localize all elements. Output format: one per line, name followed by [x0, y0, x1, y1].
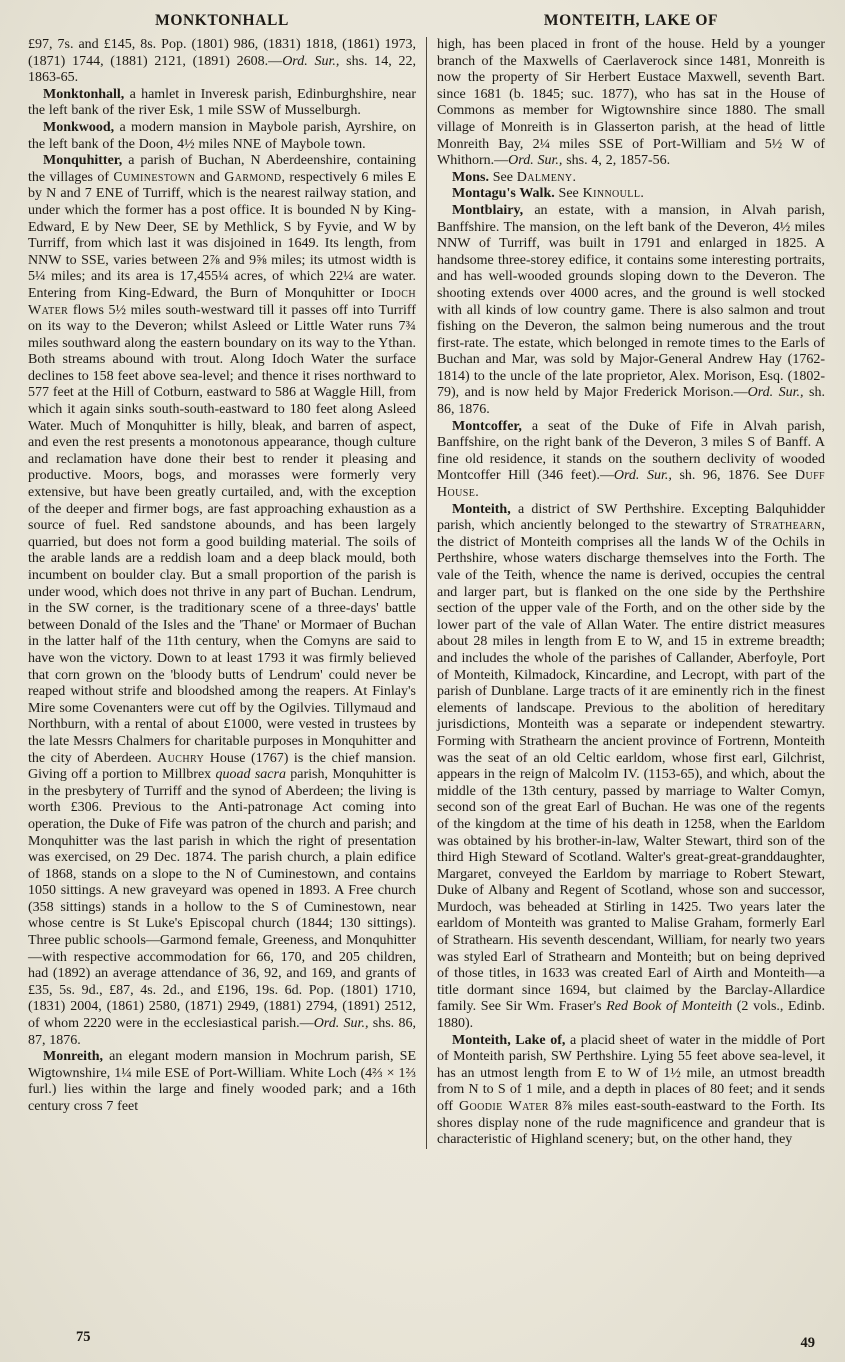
- text-columns: [28, 37, 825, 1149]
- running-head-right: MONTEITH, LAKE OF: [543, 12, 719, 29]
- entry-name: Monteith, Lake of,: [452, 1032, 566, 1048]
- text-segment: Duff House: [437, 468, 825, 501]
- running-head-left: MONKTONHALL: [155, 12, 289, 29]
- text-segment: a placid sheet of water in the middle of Port of Monteith parish, SW Perthshire. Lying 55 feet above sea-level, it has an utmost length from E to W of 1½ mile, an utmost breadth from N to S of 1 mile, and a depth in places of 80 feet; and it sends off: [437, 1032, 825, 1114]
- text-segment: .: [475, 485, 479, 501]
- text-segment: £97, 7s. and £145, 8s. Pop. (1801) 986, (1831) 1818, (1861) 1973, (1871) 1744, (1881) 2121, (1891) 2608.—: [28, 37, 416, 69]
- entry-paragraph: [28, 87, 416, 120]
- text-segment: an elegant modern mansion in Mochrum parish, SE Wigtownshire, 1¼ mile ESE of Port-William. White Loch (4⅔ × 1⅔ furl.) lies within the large and finely wooded park; and a 16th century cross 7 feet: [28, 1049, 416, 1114]
- text-segment: Ord. Sur.,: [508, 153, 563, 169]
- text-segment: .: [572, 169, 576, 185]
- entry-paragraph: [437, 186, 825, 203]
- page-number-right: 49: [800, 1335, 815, 1351]
- text-segment: (2 vols., Edinb. 1880).: [437, 999, 825, 1032]
- text-segment: and: [195, 169, 225, 185]
- text-segment: Ord. Sur.,: [282, 53, 340, 69]
- left-column: [28, 37, 416, 1149]
- text-segment: sh. 86, 1876.: [437, 385, 825, 418]
- text-segment: an estate, with a mansion, in Alvah parish, Banffshire. The mansion, on the left bank of the Deveron, 4½ miles NNW of Turriff, was built in 1791 and enlarged in 1825. A handsome three-storey edifice, it contains some interesting portraits, and has well-wooded grounds sloping down to the Deveron. The shooting extends over 4000 acres, and the ground is well stocked with all kinds of low country game. There is also salmon and trout fishing on the Deveron, the salmon being numerous and the trout first-rate. The estate, which belonged in remote times to the Earls of Buchan and Mar, was sold by Major-General Andrew Hay (1762-1814) to the uncle of the late proprietor, Alex. Morison, Esq. (1802-79), and is now held by Major Frederick Morison.—: [437, 202, 825, 401]
- entry-name: Monkwood,: [43, 119, 115, 135]
- entry-paragraph: [437, 502, 825, 1033]
- entry-paragraph: [437, 419, 825, 502]
- entry-paragraph: [437, 37, 825, 170]
- text-segment: Garmond: [224, 169, 282, 185]
- text-segment: a parish of Buchan, N Aberdeenshire, containing the villages of: [28, 153, 416, 185]
- text-segment: See: [488, 169, 517, 185]
- page-number-left: 75: [76, 1329, 91, 1345]
- text-segment: , the district of Monteith comprises all the lands W of the Ochils in Perthshire, whose waters discharge themselves into the Forth. The vale of the Teith, whence the name is derived, occupies the central and larger part, but is flanked on the one side by the Perthshire section of the upper vale of the Forth, and on the other side by the lower part of the vale of Allan Water. The entire district measures about 28 miles in length from E to W, and 15 in extreme breadth; and includes the whole of the parishes of Callander, Aberfoyle, Port of Monteith, Kilmadock, Kincardine, and Lecropt, with part of the parish of Dunblane. Large tracts of it are eminently rich in the finest elements of landscape. Previous to the abolition of hereditary jurisdictions, Monteith was a separate or independent stewartry. Forming with Strathearn the ancient province of Fortrenn, Monteith was the seat of an old Celtic earldom, whose first earl, Gilchrist, appears in the reign of Malcolm IV. (1153-65), and which, about the middle of the 13th century, passed by marriage to Walter Comyn, second son of the great Earl of Buchan. He was one of the regents of the kingdom at the time of his death in 1258, when the Earldom was obtained by his brother-in-law, Walter Stewart, third son of the third High Steward of Scotland. Walter's great-great-granddaughter, Margaret, conveyed the Earldom by marriage to Robert Stewart, Duke of Albany and Regent of Scotland, whose son and successor, Murdoch, was beheaded at Stirling in 1425. Two years later the earldom of Monteith was granted to Malise Graham, formerly Earl of Strathearn. His seventh descendant, William, for nearly two years was styled Earl of Strathearn and Monteith; but on being deprived of those titles, in 1633 was created Earl of Airth and Monteith—a title dormant since 1694, but claimed by the Barclay-Allardice family. See Sir Wm. Fraser's: [437, 518, 825, 1015]
- entry-paragraph: [28, 153, 416, 1049]
- text-segment: shs. 4, 2, 1857-56.: [562, 153, 671, 169]
- text-segment: Kinnoull: [582, 186, 641, 202]
- text-segment: a district of SW Perthshire. Excepting Balquhidder parish, which anciently belonged to the stewartry of: [437, 501, 825, 534]
- text-segment: .: [640, 186, 644, 202]
- entry-name: Monreith,: [43, 1049, 104, 1065]
- entry-paragraph: [28, 1049, 416, 1115]
- text-segment: a seat of the Duke of Fife in Alvah parish, Banffshire, on the right bank of the Deveron, 3 miles S of Banff. A fine old residence, it stands on the southern declivity of wooded Montcoffer Hill (346 feet).—: [437, 418, 825, 484]
- entry-name: Montblairy,: [452, 202, 524, 218]
- text-segment: Idoch Water: [28, 285, 416, 318]
- entry-name: Monquhitter,: [43, 153, 123, 169]
- text-segment: Strathearn: [750, 518, 822, 534]
- entry-name: Monteith,: [452, 501, 511, 517]
- entry-paragraph: [28, 120, 416, 153]
- text-segment: shs. 14, 22, 1863-65.: [28, 53, 416, 86]
- entry-name: Montcoffer,: [452, 418, 522, 434]
- text-segment: See: [554, 186, 583, 202]
- text-segment: a hamlet in Inveresk parish, Edinburghshire, near the left bank of the river Esk, 1 mile SSW of Musselburgh.: [28, 86, 416, 119]
- text-segment: Goodie Water: [458, 1099, 549, 1114]
- text-segment: Ord. Sur.,: [613, 468, 672, 484]
- text-segment: parish, Monquhitter is in the presbytery of Turriff and the synod of Aberdeen; the living is worth £306. Previous to the Anti-patronage Act coming into operation, the Duke of Fife was patron of the church and parish; and Monquhitter was the last parish in which the right of presentation was exercised, on 29 Dec. 1874. The parish church, a plain edifice of 1868, stands on a slope to the N of Cuminestown, and contains 1050 sittings. A new graveyard was opened in 1893. A Free church (358 sittings) stands in a hollow to the S of Cuminestown, near whose centre is St Luke's Episcopal church (1844; 130 sittings). Three public schools—Garmond female, Greeness, and Monquhitter—with respective accommodation for 66, 170, and 205 children, had (1892) an average attendance of 36, 92, and 169, and grants of £35, 5s. 9d., £87, 4s. 2d., and £196, 19s. 6d. Pop. (1801) 1710, (1831) 2004, (1861) 2580, (1871) 2949, (1881) 2794, (1891) 2512, of whom 2220 were in the ecclesiastical parish.—: [28, 767, 416, 1032]
- text-segment: quoad sacra: [215, 767, 286, 783]
- text-segment: Red Book of Monteith: [606, 999, 733, 1015]
- text-segment: Ord. Sur.,: [747, 385, 804, 401]
- text-segment: House (1767) is the chief mansion. Giving off a portion to Millbrex: [28, 750, 416, 783]
- entry-paragraph: [437, 1033, 825, 1149]
- text-segment: 8⅞ miles east-south-eastward to the Forth. Its shores display none of the rude magnificence and grandeur that is characteristic of Highland scenery; but, on the other hand, they: [437, 1099, 825, 1148]
- running-head: [28, 12, 825, 30]
- text-segment: flows 5½ miles south-westward till it passes off into Turriff on its way to the Deveron; whilst Asleed or Little Water runs 7¾ miles southward along the eastern boundary on its way to the Ythan. Both streams abound with trout. Along Idoch Water the surface declines to 158 feet above sea-level; and thence it rises northward to 577 feet at the Hill of Cotburn, eastward to 586 at Waggle Hill, from which it again sinks south-south-eastward to 180 feet along Asleed Water. Much of Monquhitter is hilly, bleak, and barren of aspect, and even the rest presents a monotonous appearance, though culture and reclamation have done their best to render it pleasing and productive. Moors, bogs, and morasses were formerly very extensive, but have been greatly curtailed, and, with the exception of the deeper and firmer bogs, are fast approaching exhaustion as a source of fuel. Red sandstone abounds, and has been largely quarried, but does not form a good building material. The soils of the arable lands are a reddish loam and a deep black mould, both incumbent on boulder clay. But a small proportion of the parish is under wood, which does not thrive in any part of Buchan. Lendrum, in the SW corner, is the traditionary scene of a three-days' battle between Donald of the Isles and the 'Thane' or Mormaer of Buchan in the latter half of the 11th century, when the Comyns are said to have won the victory. Down to at least 1793 it was firmly believed that corn grown on the 'bloody butts of Lendrum' could never be reaped without strife and bloodshed among the reapers. At Finlay's Mire some Covenanters were cut off by the Ogilvies. Tillymaud and Northburn, with a rental of about £1000, were vested in trustees by the late Messrs Chalmers for charitable purposes in Monquhitter and the city of Aberdeen.: [28, 302, 416, 766]
- text-segment: high, has been placed in front of the house. Held by a younger branch of the Maxwells of Caerlaverock since 1481, Monreith is now the property of Sir Herbert Eustace Maxwell, seventh Bart. since 1681 (b. 1845; suc. 1877), who has sat in the House of Commons as member for Wigtownshire since 1880. The small village of Monreith is in Glasserton parish, at the head of little Monreith Bay, 2¼ miles SSE of Port-William and 5½ W of Whithorn.—: [437, 37, 825, 169]
- entry-name: Montagu's Walk.: [452, 186, 555, 202]
- text-segment: a modern mansion in Maybole parish, Ayrshire, on the left bank of the Doon, 4½ miles NNE of Maybole town.: [28, 119, 416, 152]
- entry-name: Monktonhall,: [43, 86, 125, 102]
- entry-paragraph: [28, 37, 416, 87]
- text-segment: Dalmeny: [516, 169, 573, 185]
- text-segment: Auchry: [157, 750, 205, 766]
- text-segment: Ord. Sur.,: [313, 1016, 369, 1032]
- text-segment: Cuminestown: [113, 169, 196, 185]
- right-column: [437, 37, 825, 1149]
- entry-name: Mons.: [452, 169, 489, 185]
- column-divider-rule: [426, 37, 427, 1149]
- text-segment: shs. 86, 87, 1876.: [28, 1016, 416, 1048]
- text-segment: sh. 96, 1876. See: [671, 468, 795, 484]
- text-segment: , respectively 6 miles E by N and 7 ENE of Turriff, which is the nearest railway station, and under which the former has a post office. It is bounded N by King-Edward, E by New Deer, SE by Methlick, S by Fyvie, and W by Turriff, from which last it was disjoined in 1649. Its length, from NNW to SSE, varies between 2⅞ and 9⅝ miles; its utmost width is 5¼ miles; and its area is 17,455¼ acres, of which 22¼ are water. Entering from King-Edward, the Burn of Monquhitter or: [28, 169, 416, 301]
- entry-paragraph: [437, 170, 825, 187]
- entry-paragraph: [437, 203, 825, 419]
